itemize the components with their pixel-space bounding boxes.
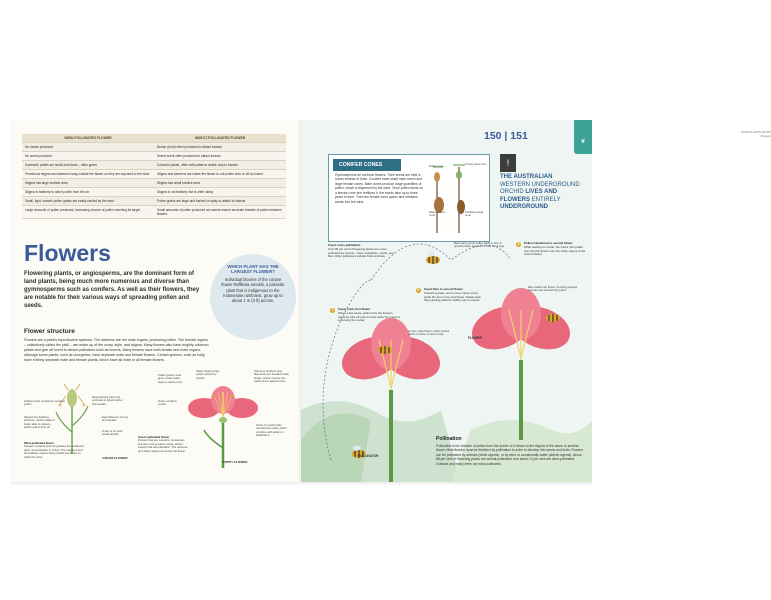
largest-flower-callout bbox=[210, 254, 296, 340]
table-row bbox=[22, 152, 286, 161]
label-sticky-stigma: Sticky stigma traps pollen carried by insects bbox=[196, 369, 220, 380]
orchid-fact-line: WESTERN UNDERGROUND bbox=[500, 181, 580, 188]
comparison-table bbox=[22, 134, 286, 219]
table-cell: No nectar produced bbox=[22, 143, 154, 151]
label-each-filament: Each filament is long and slender bbox=[102, 415, 128, 423]
step-one bbox=[338, 308, 400, 323]
bee-icon bbox=[426, 252, 440, 265]
label-pollen-cone: Pollen cone bbox=[429, 164, 444, 168]
table-cell: Pendulous stigma and stamens hang outside the flower so they are exposed to the wind bbox=[22, 170, 154, 178]
flower-structure-text: Flowers are a plant's reproductive systems. The stamens are the male organs, producing pollen. The female organs – collectively called the pistil – are made up of the ovary, style, and stigma. Many flowers also have brightly coloured petals and give off scent to attract pollinators such as insects. Many flowers have both female and male organs, although some plants, such as courgettes, have separate male and female flowers. Certain species, such as holly, have entirely separate male and female plants, which have all male or all female flowers. bbox=[24, 338, 209, 363]
page-shadow bbox=[10, 482, 592, 486]
step-number-badge: 2 bbox=[417, 288, 420, 292]
table-cell: If present, petals are small and bland – often green bbox=[22, 161, 154, 169]
label-reproductive-parts: Reproductive parts are enclosed in bracts rather than petals bbox=[92, 395, 123, 406]
step-cross-pollination bbox=[328, 244, 398, 259]
flower-caption: FLOWER bbox=[468, 336, 482, 340]
conifer-cone-illustration bbox=[429, 163, 487, 239]
label-young-seed-cone: Young seed cone bbox=[465, 162, 487, 166]
leaf-icon: ❦ bbox=[580, 139, 586, 145]
label-mature-seed-cone: Mature seed cone bbox=[429, 210, 445, 218]
label-ovary-stem: Ovary is on stem inside sheath bbox=[102, 429, 123, 437]
running-head-section: HOW PLANTS WORK bbox=[740, 130, 771, 134]
pollination-heading: Pollination bbox=[436, 436, 462, 442]
intro-paragraph: Flowering plants, or angiosperms, are the dominant form of land plants, being much more numerous and diverse than gymnosperms such as conifers. As well as their flowers, they are notable for their various ways of spreading pollen and seeds. bbox=[24, 271, 200, 310]
orchid-fact-line: THE AUSTRALIAN bbox=[500, 174, 553, 180]
step-title: Pollen transferred to second flower bbox=[524, 241, 573, 245]
callout-answer: Individual blooms of the corpse flower Rafflesia arnoldii, a parasitic plant that is indigenous to the Indonesian rainforest, grow up to about 1 m (3 ft) across. bbox=[221, 277, 285, 304]
conifer-heading: CONIFER CONES bbox=[333, 159, 401, 171]
label-anthers: Anthers (part of stamen) produce pollen bbox=[24, 399, 66, 407]
bee-icon bbox=[378, 346, 392, 354]
flower-structure-heading: Flower structure bbox=[24, 328, 75, 335]
step-text: When a bee lands, pollen from the flower's stamens rubs off onto its body while the insect is accessing the nectar. bbox=[338, 310, 400, 323]
table-cell: Stigma is not feathery but is often sticky bbox=[154, 188, 286, 196]
table-cell: Stigma is feathery to catch pollen from the air bbox=[22, 188, 154, 196]
label-ovary-contains: Ovary contains ovules bbox=[158, 399, 177, 407]
table-cell: Sweet scent often produced to attract insects bbox=[154, 152, 286, 160]
orchid-fact-line: UNDERGROUND bbox=[500, 204, 548, 210]
step-text: Colourful petals, and in some cases scent, guide the bee to the next flower. Petals often have guiding patterns visible only to insects. bbox=[424, 290, 482, 303]
page-title: Flowers bbox=[24, 240, 111, 266]
running-head-topic: Flowers bbox=[760, 134, 771, 138]
insect-pollinated-title: Insect-pollinated flower bbox=[138, 435, 170, 439]
table-row bbox=[22, 170, 286, 179]
orchid-fact-line: ENTIRELY bbox=[531, 196, 561, 203]
label-feathery-stigma: Stigma has feathery structure, which makes it better able to capture pollen grains from air bbox=[24, 415, 55, 430]
insect-pollinated-caption bbox=[138, 436, 188, 453]
table-row bbox=[22, 197, 286, 206]
table-cell: Large amounts of pollen produced, increasing chance of pollen reaching its target bbox=[22, 206, 154, 218]
step-number-badge: 3 bbox=[517, 242, 520, 246]
label-bee-crawls: Bee crawls into flower, brushing against stigmas and transferring pollen bbox=[528, 285, 578, 293]
table-header-wind: WIND-POLLINATED FLOWER bbox=[22, 134, 154, 142]
table-row bbox=[22, 179, 286, 188]
pollinator-caption: POLLINATOR bbox=[358, 454, 379, 458]
page-numbers: 150 | 151 bbox=[484, 130, 528, 142]
flower-two bbox=[466, 288, 576, 440]
book-spread bbox=[10, 120, 771, 482]
table-cell: No scent produced bbox=[22, 152, 154, 160]
orchid-fact-line: ORCHID bbox=[500, 189, 524, 195]
table-cell: Stigma has large surface area bbox=[22, 179, 154, 187]
label-bee-visits: As bee visits flower, pollen grains catch on hairs on bee's body bbox=[408, 329, 450, 337]
table-row bbox=[22, 188, 286, 197]
orchid-fact-line: LIVES AND bbox=[525, 189, 558, 195]
step-text: While feeding on nectar, the insect rubs pollen from the first flower onto the sticky stigma of the second flower. bbox=[524, 244, 586, 257]
table-cell: Nectar (food) often produced to attract insects bbox=[154, 143, 286, 151]
pollination-text: Pollination is the transfer of pollen from the anther of a flower to the stigma of the same or another flower. Most flowers must be fertilized by pollination in order to develop into seeds and fruits. Flowers can be pollinated by animals (biotic agents), or by wind or occasionally water (abiotic agents). About 88 per cent of flowering plants are animal-pollinated, and about 10 per cent are wind-pollinated. Grasses and many trees are wind-pollinated. bbox=[436, 444, 583, 466]
grass-flower-caption: GRASS FLOWER bbox=[102, 456, 128, 460]
label-ovule: Ovule (or bud) holds reproductive cells, which combine with pollen in fertilization bbox=[256, 423, 287, 438]
table-row bbox=[22, 143, 286, 152]
wind-pollinated-caption bbox=[24, 442, 84, 459]
label-fertilized-seed-cone: Fertilized seed cone bbox=[465, 210, 484, 218]
orchid-fact bbox=[500, 174, 586, 212]
poppy-flower-illustration bbox=[178, 378, 268, 468]
table-cell: Stigma and stamens are inside the flower to rub pollen onto or off an insect bbox=[154, 170, 286, 178]
wind-pollinated-title: Wind-pollinated flower bbox=[24, 441, 54, 445]
step-title: Insect visits first flower bbox=[338, 307, 371, 311]
step-two bbox=[424, 288, 486, 303]
table-header bbox=[22, 134, 286, 143]
step-text: Over 80 per cent of flowering plants are cross-pollinated by insects – bees, butterflies, moths, and flies. Other pollinators include birds and bats. bbox=[328, 246, 394, 259]
left-page bbox=[10, 120, 301, 482]
table-cell: Stigma has small surface area bbox=[154, 179, 286, 187]
conifer-cones-box bbox=[328, 154, 490, 242]
running-head bbox=[721, 130, 771, 138]
table-row bbox=[22, 206, 286, 219]
step-three bbox=[524, 242, 586, 257]
step-number-badge: 1 bbox=[331, 308, 334, 312]
wind-pollinated-text: Flowers of plants such as grasses are small and often unremarkable in colour. The stamens and the feathery stigma hang outside the flower to catch the wind. bbox=[24, 444, 84, 459]
label-stamens: Stamens (anthers plus filaments) are located inside flower, where insects can easily brush against them bbox=[254, 369, 289, 384]
table-cell: Colourful petals, often with patterns visible only to insects bbox=[154, 161, 286, 169]
table-cell: Pollen grains are large and barbed or spiky to attach to insects bbox=[154, 197, 286, 205]
gutter bbox=[299, 120, 303, 482]
poppy-flower-caption: POPPY FLOWER bbox=[222, 460, 248, 464]
label-bees-carry: Bees carry some pollen back to hive in special pollen baskets on their back legs bbox=[454, 241, 505, 249]
orchid-fact-line: FLOWERS bbox=[500, 196, 530, 203]
label-pollen-grains: Pollen grains must grow a tube down style to reach ovary bbox=[158, 373, 183, 384]
chapter-tab bbox=[574, 120, 592, 154]
step-title: Insect flies to second flower bbox=[424, 287, 463, 291]
table-row bbox=[22, 161, 286, 170]
table-header-insect: INSECT-POLLINATED FLOWER bbox=[154, 134, 286, 142]
table-cell: Small, light, smooth pollen grains are easily carried by the wind bbox=[22, 197, 154, 205]
bee-icon bbox=[546, 314, 560, 322]
callout-question: WHICH PLANT HAS THE LARGEST FLOWER? bbox=[227, 264, 279, 274]
step-title: Insect cross-pollination bbox=[328, 243, 361, 247]
table-cell: Small amounts of pollen produced as insects ensure accurate transfer of pollen between flowers bbox=[154, 206, 286, 218]
conifer-text: Gymnosperms do not bear flowers. Their seeds are held in cones instead of fruits. Conifers have small male cones and large female cones. Male cones produce large quantities of pollen, which is dispersed by the wind. Once pollen lands on a female cone and fertilizes it, the seeds take up to three years to form. Then the female cone opens and releases seeds into the wind. bbox=[335, 173, 423, 204]
insect-pollinated-text: Flowers that are colourful, sometimes scented, and produce nectar, attract insects that aid pollination. The stamens and sticky stigma are inside the flower. bbox=[138, 438, 188, 453]
fact-icon: ! bbox=[500, 154, 516, 172]
